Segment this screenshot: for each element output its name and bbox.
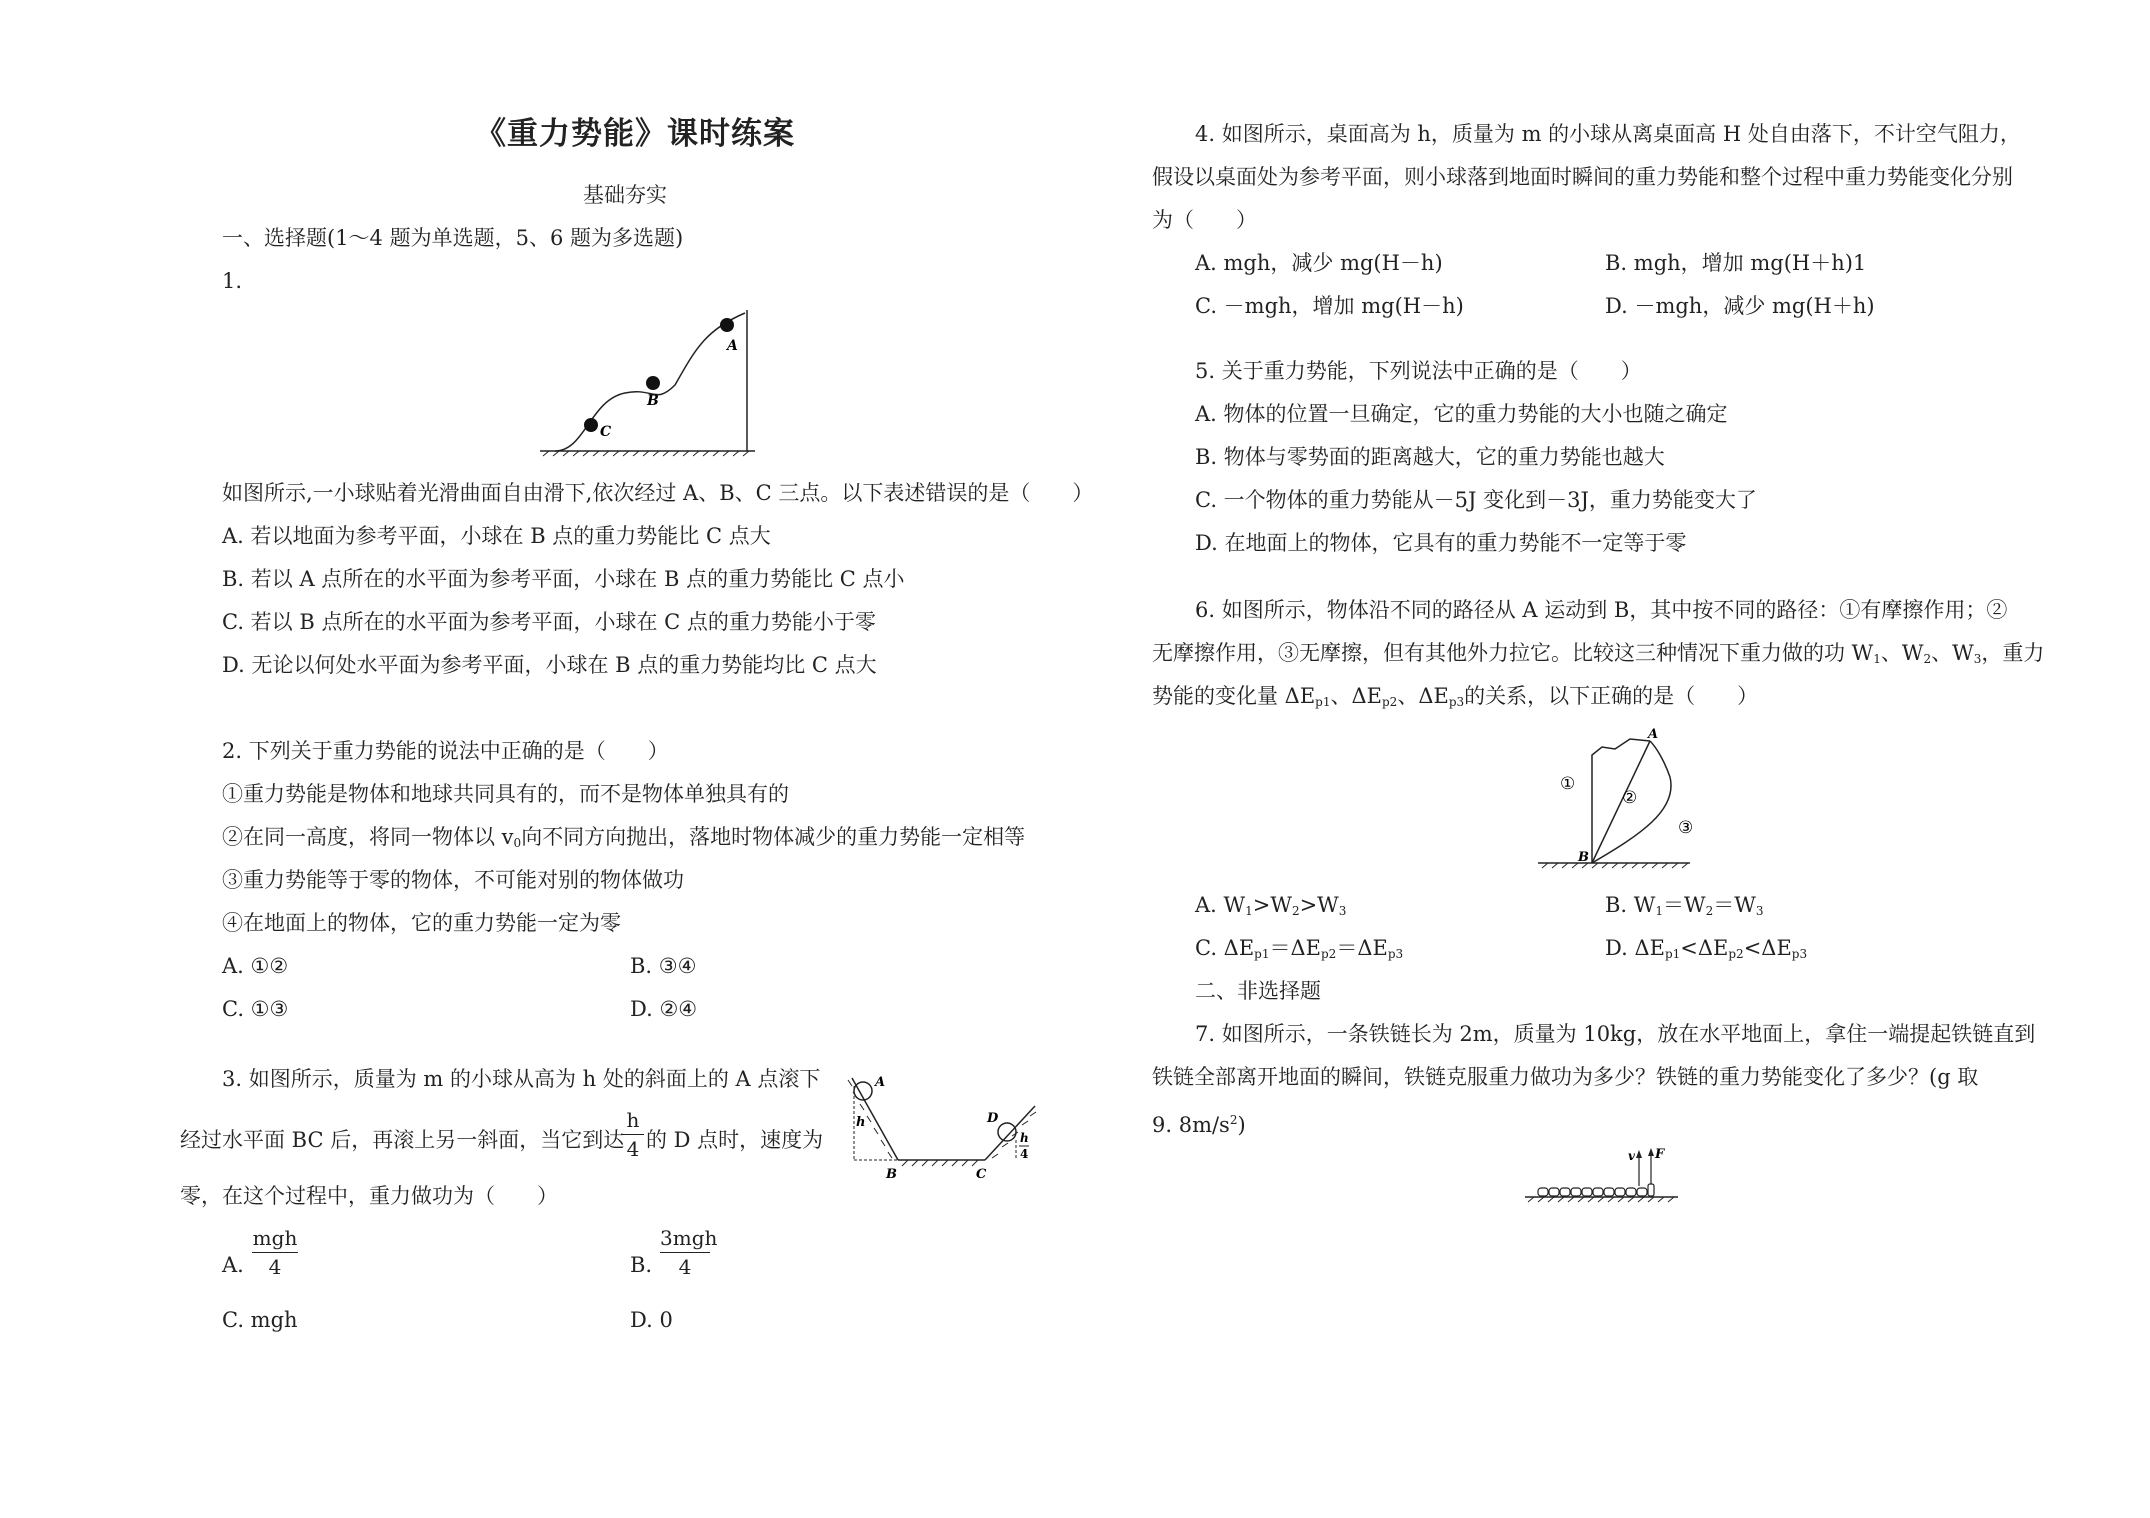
q3-line-2a: 经过水平面 BC 后，再滚上另一斜面，当它到达 <box>180 1128 625 1152</box>
q2-statement-4: ④在地面上的物体，它的重力势能一定为零 <box>222 911 621 935</box>
q1-option-a: A. 若以地面为参考平面，小球在 B 点的重力势能比 C 点大 <box>222 524 771 548</box>
ball-a <box>720 318 734 332</box>
section-heading-choice: 一、选择题(1～4 题为单选题，5、6 题为多选题) <box>222 226 684 250</box>
q2-option-b: B. ③④ <box>630 954 697 978</box>
q4-line-1: 4. 如图所示，桌面高为 h，质量为 m 的小球从离桌面高 H 处自由落下，不计空气阻力， <box>1195 122 2021 146</box>
label-a: A <box>1648 727 1659 742</box>
q4-option-a: A. mgh，减少 mg(H－h) <box>1195 251 1443 275</box>
q5-option-a: A. 物体的位置一旦确定，它的重力势能的大小也随之确定 <box>1195 402 1728 426</box>
q3-option-b-fraction: 3mgh 4 <box>660 1226 718 1279</box>
label-h: h <box>856 1115 866 1130</box>
label-h-quarter-den: 4 <box>1020 1147 1029 1161</box>
q6-path-figure <box>1530 725 1730 870</box>
label-v: v <box>1628 1149 1635 1163</box>
label-path-1: ① <box>1560 774 1576 794</box>
label-a: A <box>727 338 738 354</box>
chain-links <box>1538 1184 1654 1196</box>
q3-option-c: C. mgh <box>222 1308 298 1332</box>
label-h-quarter-num: h <box>1020 1131 1029 1145</box>
q5-stem: 5. 关于重力势能，下列说法中正确的是（ ） <box>1195 359 1642 383</box>
label-b: B <box>1578 850 1589 865</box>
q2-statement-1: ①重力势能是物体和地球共同具有的，而不是物体单独具有的 <box>222 782 789 806</box>
q6-line-2: 无摩擦作用，③无摩擦，但有其他外力拉它。比较这三种情况下重力做的功 $W_1$、$W_2$、$W_3$，重力 <box>1152 641 2045 666</box>
q7-line-2: 铁链全部离开地面的瞬间，铁链克服重力做功为多少？铁链的重力势能变化了多少？(g 取 <box>1152 1065 1979 1089</box>
label-c: C <box>600 424 612 440</box>
q5-option-d: D. 在地面上的物体，它具有的重力势能不一定等于零 <box>1195 531 1687 555</box>
q3-option-b-label: B. <box>630 1253 653 1277</box>
label-c: C <box>976 1167 987 1182</box>
q4-option-d: D. －mgh，减少 mg(H＋h) <box>1605 294 1875 318</box>
q3-option-a-label: A. <box>222 1253 244 1277</box>
q2-option-c: C. ①③ <box>222 997 289 1021</box>
label-f: F <box>1655 1147 1665 1162</box>
q6-option-a: A. $W_1>W_2>W_3$ <box>1195 893 1347 918</box>
label-path-3: ③ <box>1678 818 1694 838</box>
q2-stem: 2. 下列关于重力势能的说法中正确的是（ ） <box>222 739 669 763</box>
q7-line-3: 9. $8m/s^2$) <box>1152 1113 1246 1137</box>
subtitle: 基础夯实 <box>583 183 667 207</box>
q6-option-d: D. $\Delta E_{p1}<\Delta E_{p2}<\Delta E_{p3}$ <box>1605 936 1808 961</box>
q3-line-2b: 的 D 点时，速度为 <box>646 1128 824 1152</box>
q5-option-c: C. 一个物体的重力势能从－5J 变化到－3J，重力势能变大了 <box>1195 488 1757 512</box>
label-b: B <box>647 393 659 409</box>
q6-option-c: C. $\Delta E_{p1}=\Delta E_{p2}=\Delta E_{p3}$ <box>1195 936 1404 961</box>
q3-option-a-fraction: mgh 4 <box>252 1226 298 1279</box>
q1-number: 1. <box>222 269 243 293</box>
page-title: 《重力势能》课时练案 <box>475 116 795 152</box>
label-b: B <box>886 1167 897 1182</box>
q2-option-d: D. ②④ <box>630 997 698 1021</box>
section-heading-nonchoice: 二、非选择题 <box>1195 979 1321 1003</box>
q4-option-c: C. －mgh，增加 mg(H－h) <box>1195 294 1464 318</box>
q1-option-c: C. 若以 B 点所在的水平面为参考平面，小球在 C 点的重力势能小于零 <box>222 610 876 634</box>
q3-line-3: 零，在这个过程中，重力做功为（ ） <box>180 1184 558 1208</box>
q2-statement-3: ③重力势能等于零的物体，不可能对别的物体做功 <box>222 868 684 892</box>
q5-option-b: B. 物体与零势面的距离越大，它的重力势能也越大 <box>1195 445 1665 469</box>
right-column <box>1120 0 2150 1518</box>
q2-statement-2: ②在同一高度，将同一物体以 $v_0$向不同方向抛出，落地时物体减少的重力势能一定相等 <box>222 825 1026 850</box>
ball-b <box>646 376 660 390</box>
q7-chain-figure <box>1520 1142 1720 1207</box>
label-d: D <box>987 1111 999 1126</box>
q1-option-d: D. 无论以何处水平面为参考平面，小球在 B 点的重力势能均比 C 点大 <box>222 653 877 677</box>
q6-option-b: B. $W_1=W_2=W_3$ <box>1605 893 1764 918</box>
ball-c <box>584 418 598 432</box>
q1-option-b: B. 若以 A 点所在的水平面为参考平面，小球在 B 点的重力势能比 C 点小 <box>222 567 905 591</box>
label-a: A <box>875 1075 886 1090</box>
q2-option-a: A. ①② <box>222 954 289 978</box>
q1-curve-figure <box>535 305 765 460</box>
q3-option-d: D. 0 <box>630 1308 673 1332</box>
q3-fraction-h-over-4: h 4 <box>622 1107 644 1162</box>
q3-line-1: 3. 如图所示，质量为 m 的小球从高为 h 处的斜面上的 A 点滚下 <box>222 1067 821 1091</box>
q6-line-1: 6. 如图所示，物体沿不同的路径从 A 运动到 B，其中按不同的路径：①有摩擦作用；② <box>1195 598 2008 622</box>
ball-at-d <box>998 1123 1016 1141</box>
q1-stem: 如图所示,一小球贴着光滑曲面自由滑下,依次经过 A、B、C 三点。以下表述错误的是（ ） <box>222 481 1094 505</box>
q6-line-3: 势能的变化量 $\Delta E_{p1}$、$\Delta E_{p2}$、$\Delta E_{p3}$的关系，以下正确的是（ ） <box>1152 684 1759 709</box>
q7-line-1: 7. 如图所示，一条铁链长为 2m，质量为 10kg，放在水平地面上，拿住一端提起铁链直到 <box>1195 1022 2036 1046</box>
q3-slope-figure <box>840 1070 1040 1180</box>
label-path-2: ② <box>1622 788 1638 808</box>
q4-option-b: B. mgh，增加 mg(H＋h)1 <box>1605 251 1867 275</box>
q4-line-3: 为（ ） <box>1152 208 1257 232</box>
q4-line-2: 假设以桌面处为参考平面，则小球落到地面时瞬间的重力势能和整个过程中重力势能变化分别 <box>1152 165 2013 189</box>
